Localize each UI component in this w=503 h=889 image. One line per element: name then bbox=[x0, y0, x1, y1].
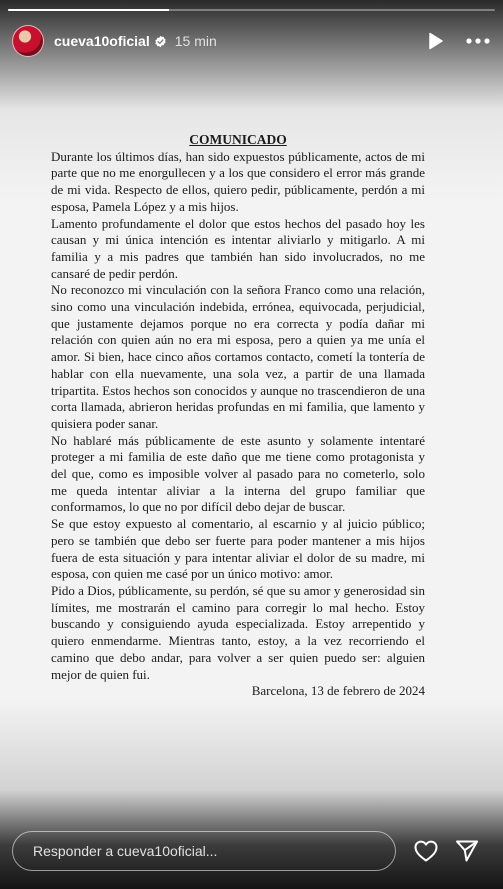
statement-paragraph: No hablaré más públicamente de este asunto y solamente intentaré proteger a mi familia de este daño que me tiene como protagonista y del que, como es imposible volver al pasado para no cometerlo, solo me queda intentar aliviar a la interna del grupo familiar que conformamos, lo que no por difícil debo dejar de buscar. bbox=[51, 432, 425, 515]
statement-paragraph: No reconozco mi vinculación con la señora Franco como una relación, sino como una vinculación indebida, errónea, equivocada, perjudicial, que justamente dejamos porque no era correcta y podía dañar mi relación con quien aún no era mi esposa, pero a quien ya me unía el amor. Si bien, hace cinco años cortamos contacto, cometí la tontería de hablar con ella nuevamente, una sola vez, a partir de una llamada tripartita. Estos hechos son conocidos y aunque no trascendieron de una corta llamada, abrieron heridas profundas en mi familia, que lamento y quisiera poder sanar. bbox=[51, 282, 425, 431]
profile-avatar[interactable] bbox=[12, 25, 44, 57]
verified-badge-icon bbox=[154, 35, 167, 48]
statement-paragraph: Se que estoy expuesto al comentario, al escarnio y al juicio público; pero se también que debo ser fuerte para poder mantener a mis hijos fuera de esta situación y para intentar aliviar el dolor de su madre, mi esposa, con quien me casé por un único motivo: amor. bbox=[51, 516, 425, 582]
story-progress-bar bbox=[8, 9, 495, 11]
header-actions bbox=[425, 31, 491, 51]
story-progress-fill bbox=[8, 9, 169, 11]
more-options-icon[interactable] bbox=[465, 31, 491, 51]
statement-paragraph: Durante los últimos días, han sido expuestos públicamente, actos de mi parte que no me enorgullecen y a los que considero el error más grande de mi vida. Respecto de ellos, quiero pedir, públicamente, perdón a mi esposa, Pamela López y a mis hijos. bbox=[51, 148, 425, 214]
statement-document bbox=[51, 132, 425, 700]
reply-input[interactable] bbox=[12, 831, 396, 871]
play-icon[interactable] bbox=[425, 31, 445, 51]
statement-title: COMUNICADO bbox=[189, 132, 287, 147]
send-icon[interactable] bbox=[455, 838, 479, 864]
story-header bbox=[12, 24, 491, 58]
username[interactable]: cueva10oficial bbox=[54, 33, 150, 49]
statement-paragraph: Lamento profundamente el dolor que estos hechos del pasado hoy les causan y mi única intención es intentar aliviarlo y mitigarlo. A mi familia y a mis padres que también han sido involucrados, no me cansaré de pedir perdón. bbox=[51, 215, 425, 281]
reply-placeholder: Responder a cueva10oficial... bbox=[33, 843, 218, 859]
post-time: 15 min bbox=[174, 33, 217, 49]
heart-icon[interactable] bbox=[413, 838, 439, 864]
statement-date: Barcelona, 13 de febrero de 2024 bbox=[251, 683, 425, 699]
statement-paragraph: Pido a Dios, públicamente, su perdón, sé que su amor y generosidad sin límites, me mostrarán el camino para corregir lo mal hecho. Estoy buscando y consiguiendo ayuda especializada. Estoy arrepentido y quiero enmendarme. Mientras tanto, estoy, a la vez recorriendo el camino que debo andar, para volver a ser quien puedo ser: alguien mejor de quien fui. bbox=[51, 582, 425, 682]
